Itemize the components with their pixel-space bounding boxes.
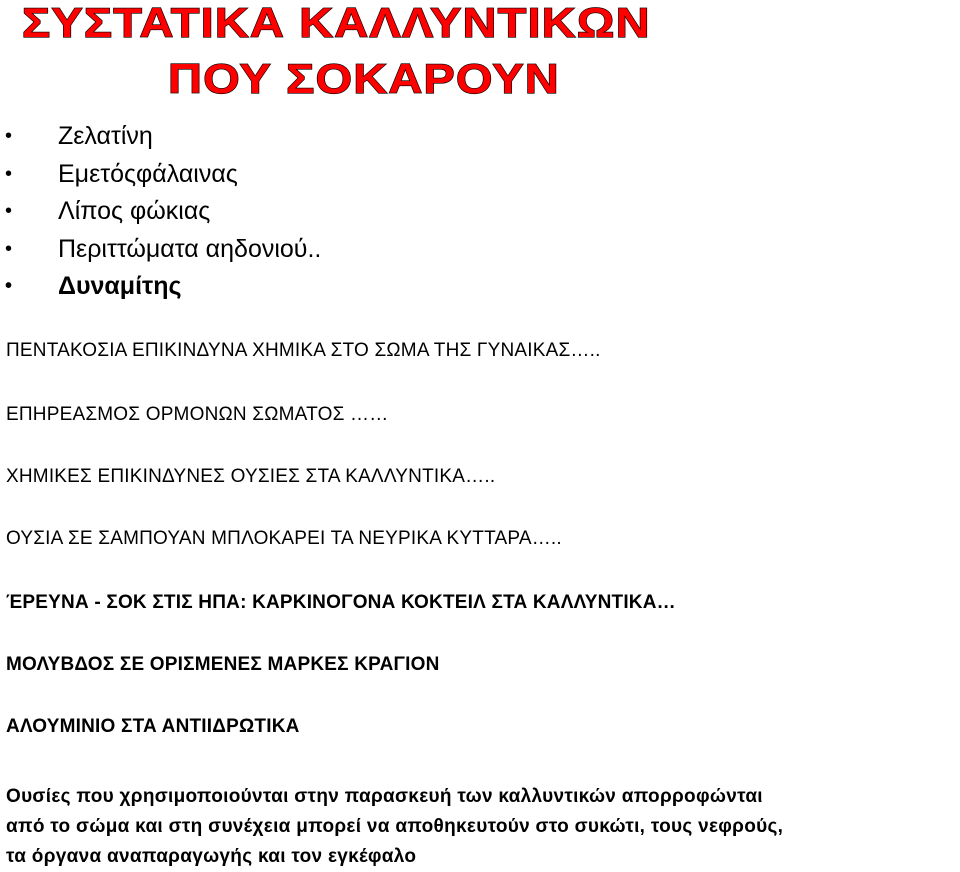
- ingredient-list: [0, 118, 321, 306]
- heading-lead-lipstick: ΜΟΛΥΒΔΟΣ ΣΕ ΟΡΙΣΜΕΝΕΣ ΜΑΡΚΕΣ ΚΡΑΓΙΟΝ: [6, 654, 440, 675]
- list-item-text: Λίπος φώκιας: [58, 197, 211, 225]
- bullet-icon: •: [5, 162, 13, 185]
- list-item: [0, 118, 321, 156]
- page-title-line-2: ΠΟΥ ΣΟΚΑΡΟΥΝ: [168, 55, 560, 102]
- list-item-text: Ζελατίνη: [58, 122, 153, 150]
- list-item: [0, 231, 321, 269]
- heading-hormones: ΕΠΗΡΕΑΣΜΟΣ ΟΡΜΟΝΩΝ ΣΩΜΑΤΟΣ ……: [6, 404, 389, 425]
- paragraph-line: Ουσίες που χρησιμοποιούνται στην παρασκευή των καλλυντικών απορροφώνται: [6, 786, 763, 807]
- heading-dangerous-substances: ΧΗΜΙΚΕΣ ΕΠΙΚΙΝΔΥΝΕΣ ΟΥΣΙΕΣ ΣΤΑ ΚΑΛΛΥΝΤΙΚΑ…..: [6, 466, 496, 487]
- bullet-icon: •: [5, 237, 13, 260]
- paragraph-line: από το σώμα και στη συνέχεια μπορεί να αποθηκευτούν στο συκώτι, τους νεφρούς,: [6, 816, 784, 837]
- paragraph-line: τα όργανα αναπαραγωγής και τον εγκέφαλο: [6, 846, 417, 867]
- heading-usa-research: ΈΡΕΥΝΑ - ΣΟΚ ΣΤΙΣ ΗΠΑ: ΚΑΡΚΙΝΟΓΟΝΑ ΚΟΚΤΕΙΛ ΣΤΑ ΚΑΛΛΥΝΤΙΚΑ…: [6, 592, 676, 613]
- list-item-text: Περιττώματα αηδονιού..: [58, 234, 322, 263]
- bullet-icon: •: [5, 275, 13, 297]
- heading-chemicals: ΠΕΝΤΑΚΟΣΙΑ ΕΠΙΚΙΝΔΥΝΑ ΧΗΜΙΚΑ ΣΤΟ ΣΩΜΑ ΤΗΣ ΓΥΝΑΙΚΑΣ…..: [6, 340, 601, 361]
- heading-shampoo: ΟΥΣΙΑ ΣΕ ΣΑΜΠΟΥΑΝ ΜΠΛΟΚΑΡΕΙ ΤΑ ΝΕΥΡΙΚΑ ΚΥΤΤΑΡΑ…..: [6, 528, 562, 549]
- list-item: [0, 156, 321, 194]
- heading-aluminium: ΑΛΟΥΜΙΝΙΟ ΣΤΑ ΑΝΤΙΙΔΡΩΤΙΚΑ: [6, 716, 300, 737]
- list-item: [0, 193, 321, 231]
- list-item-text: Εμετόςφάλαινας: [58, 159, 238, 188]
- summary-paragraph: [6, 782, 956, 872]
- bullet-icon: •: [5, 200, 13, 222]
- list-item: [0, 268, 321, 306]
- bullet-icon: •: [5, 125, 13, 147]
- page-title-line-1: ΣΥΣΤΑΤΙΚΑ ΚΑΛΛΥΝΤΙΚΩΝ: [22, 0, 651, 46]
- list-item-text: Δυναμίτης: [58, 272, 182, 300]
